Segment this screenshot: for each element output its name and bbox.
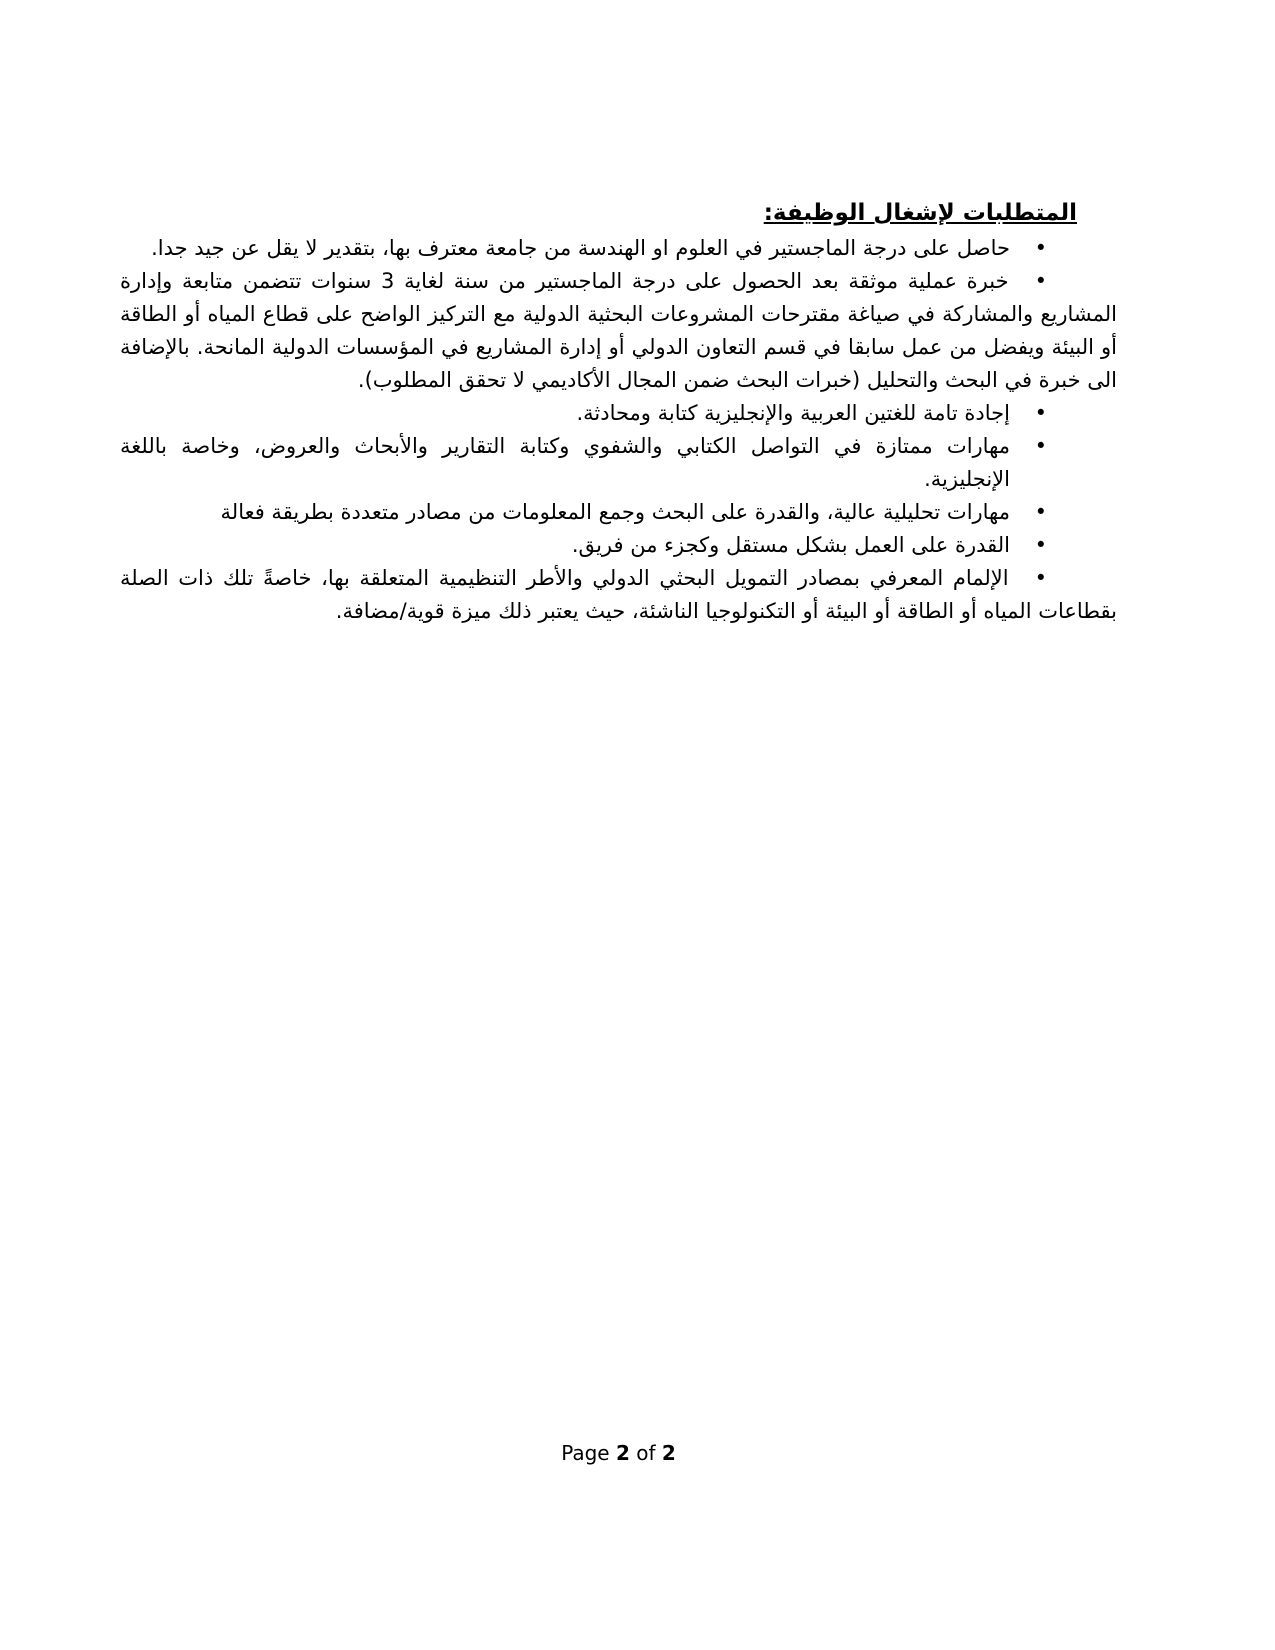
requirement-text: الإلمام المعرفي بمصادر التمويل البحثي الدولي والأطر التنظيمية المتعلقة بها، خاصةً تلك ذات الصلة بقطاعات المياه أو الطاقة أو البيئة أو التكنولوجيا الناشئة، حيث يعتبر ذلك ميزة قوية/مضافة.: [120, 566, 1117, 623]
requirement-item: [120, 265, 1117, 397]
bullet-icon: •: [1034, 401, 1047, 425]
requirement-text: إجادة تامة للغتين العربية والإنجليزية كتابة ومحادثة.: [576, 401, 1010, 425]
requirement-item: [120, 496, 1117, 529]
bullet-icon: •: [1034, 566, 1047, 590]
requirement-text: القدرة على العمل بشكل مستقل وكجزء من فريق.: [571, 533, 1010, 557]
bullet-icon: •: [1034, 269, 1047, 293]
page-number-current: 2: [615, 1441, 630, 1465]
bullet-icon: •: [1034, 434, 1047, 458]
requirement-text: مهارات تحليلية عالية، والقدرة على البحث وجمع المعلومات من مصادر متعددة بطريقة فعالة: [220, 500, 1010, 524]
requirement-item: [120, 232, 1117, 265]
page-footer-label: Page: [561, 1441, 616, 1465]
page-number-total: 2: [661, 1441, 676, 1465]
requirement-text: مهارات ممتازة في التواصل الكتابي والشفوي وكتابة التقارير والأبحاث والعروض، وخاصة باللغة الإنجليزية.: [120, 434, 1010, 491]
requirement-item: [120, 397, 1117, 430]
requirement-item: [120, 430, 1117, 496]
requirement-item: [120, 529, 1117, 562]
requirement-text: حاصل على درجة الماجستير في العلوم او الهندسة من جامعة معترف بها، بتقدير لا يقل عن جيد جدا.: [151, 236, 1010, 260]
requirement-item: [120, 562, 1117, 628]
document-body: [120, 196, 1117, 628]
requirement-text: خبرة عملية موثقة بعد الحصول على درجة الماجستير من سنة لغاية 3 سنوات تتضمن متابعة وإدارة المشاريع والمشاركة في صياغة مقترحات المشروعات البحثية الدولية مع التركيز الواضح على قطاع المياه أو الطاقة أو البيئة ويفضل من عمل سابقا في قسم التعاون الدولي أو إدارة المشاريع في المؤسسات الدولية المانحة. بالإضافة الى خبرة في البحث والتحليل (خبرات البحث ضمن المجال الأكاديمي لا تحقق المطلوب).: [120, 269, 1117, 392]
requirements-list: [120, 232, 1117, 628]
page-footer: [120, 1440, 1117, 1466]
bullet-icon: •: [1034, 533, 1047, 557]
bullet-icon: •: [1034, 236, 1047, 260]
bullet-icon: •: [1034, 500, 1047, 524]
section-heading: المتطلبات لإشغال الوظيفة:: [763, 200, 1077, 226]
page-footer-of-label: of: [629, 1441, 662, 1465]
